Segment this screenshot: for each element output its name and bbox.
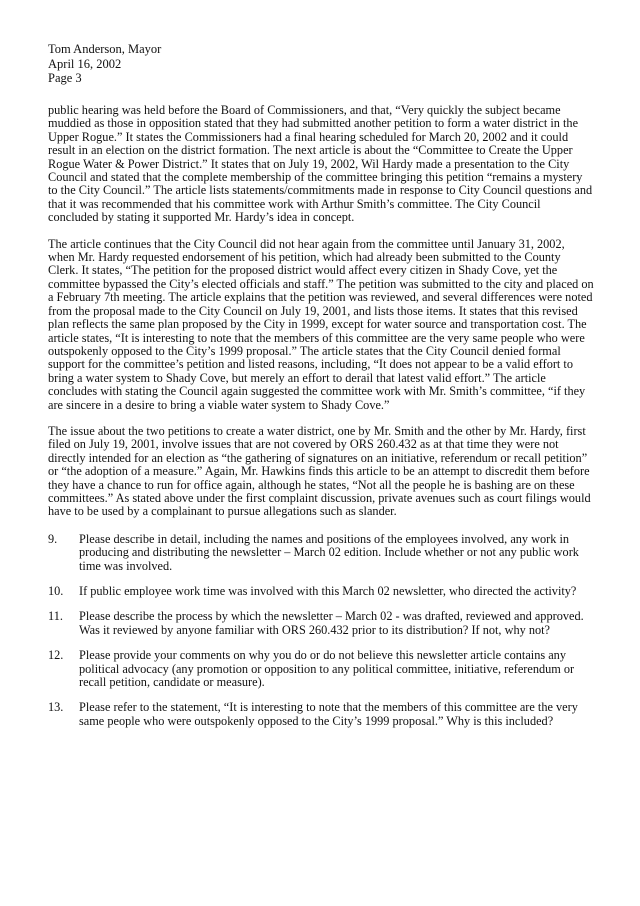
question-number: 13.	[48, 700, 64, 715]
question-item	[48, 610, 594, 637]
page-number: Page 3	[48, 71, 82, 85]
question-item	[48, 585, 594, 598]
question-item	[48, 533, 594, 573]
question-item	[48, 649, 594, 689]
letter-body	[48, 104, 594, 740]
recipient-name: Tom Anderson, Mayor	[48, 42, 162, 56]
question-text: If public employee work time was involved with this March 02 newsletter, who directed the activity?	[79, 584, 577, 598]
question-text: Please provide your comments on why you do or do not believe this newsletter article contains any political advocacy (any promotion or opposition to any political committee, initiative, referendum or recall petition, candidate or measure).	[79, 648, 575, 690]
letter-date: April 16, 2002	[48, 56, 122, 71]
question-number: 12.	[48, 648, 64, 663]
question-list	[48, 533, 594, 728]
question-text: Please describe in detail, including the names and positions of the employees involved, any work in producing and distributing the newsletter – March 02 edition. Include whether or not any public work time was involved.	[79, 531, 579, 573]
question-number: 10.	[48, 584, 64, 598]
letter-header	[48, 42, 161, 86]
body-paragraph: The issue about the two petitions to create a water district, one by Mr. Smith and the other by Mr. Hardy, first filed on July 19, 2001, involve issues that are not covered by ORS 260.432 as at that time they were not directly intended for an election as “the gathering of signatures on an initiative, referendum or recall petition” or “the adoption of a measure.” Again, Mr. Hawkins finds this article to be an attempt to discredit them before they have a chance to run for office again, although he states, “Not all the people he is bashing are on these committees.” As stated above under the first complaint discussion, private avenues such as court filings would have to be used by a complainant to pursue allegations such as slander.	[48, 423, 591, 519]
question-text: Please refer to the statement, “It is interesting to note that the members of this committee are the very same people who were outspokenly opposed to the City’s 1999 proposal.” Why is this included?	[79, 700, 578, 728]
body-paragraph: public hearing was held before the Board of Commissioners, and that, “Very quickly the subject became muddied as those in opposition stated that they had submitted another petition to form a water district in the Upper Rogue.” It states the Commissioners had a final hearing scheduled for March 20, 2002 and it could result in an election on the district formation. The next article is about the “Committee to Create the Upper Rogue Water & Power District.” It states that on July 19, 2002, Wil Hardy made a presentation to the City Council and stated that the complete membership of the committee bringing this petition “remains a mystery to the City Council.” The article lists statements/commitments made in response to City Council questions and that it was recommended that his committee work with Arthur Smith’s committee. The City Council concluded by stating it supported Mr. Hardy’s idea in concept.	[48, 103, 593, 225]
question-item	[48, 701, 594, 728]
question-text: Please describe the process by which the newsletter – March 02 - was drafted, reviewed and approved. Was it reviewed by anyone familiar with ORS 260.432 prior to its distribution? If not, why not?	[79, 609, 584, 637]
body-paragraph: The article continues that the City Council did not hear again from the committee until January 31, 2002, when Mr. Hardy requested endorsement of his petition, which had already been submitted to the County Clerk. It states, “The petition for the proposed district would affect every citizen in Shady Cove, yet the committee bypassed the City’s elected officials and staff.” The petition was submitted to the city and placed on a February 7th meeting. The article explains that the petition was reviewed, and several differences were noted from the proposal made to the City Council on July 19, 2001, and lists those items. It states that this revised plan reflects the same plan proposed by the City in 1999, except for water source and transportation cost. The article states, “It is interesting to note that the members of this committee are the very same people who were outspokenly opposed to the City’s 1999 proposal.” The article states that the City Council denied formal support for the committee’s petition and listed reasons, including, “It does not appear to be a valid effort to bring a water system to Shady Cove, but merely an effort to derail that latest valid effort.” The article concludes with stating the Council again suggested the committee work with Mr. Smith’s committee, “if they are sincere in a desire to bring a viable water system to Shady Cove.”	[48, 236, 594, 412]
question-number: 11.	[48, 609, 63, 624]
question-number: 9.	[48, 531, 58, 546]
